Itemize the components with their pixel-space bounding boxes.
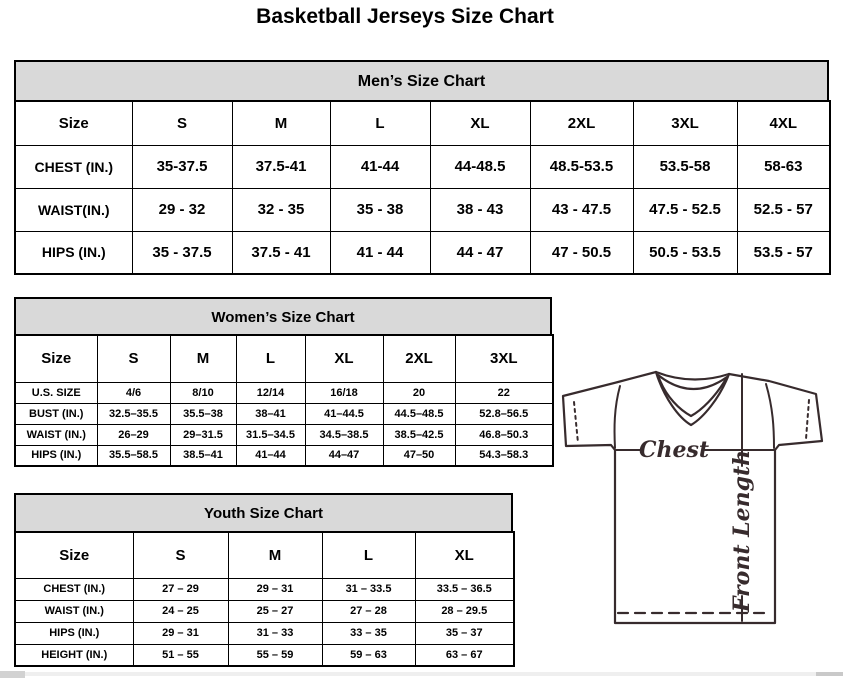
horizontal-scrollbar-thumb-left[interactable] bbox=[0, 671, 25, 678]
row-label: HIPS (IN.) bbox=[15, 622, 133, 644]
womens-size-table bbox=[14, 334, 554, 467]
size-value-cell: 43 - 47.5 bbox=[530, 188, 633, 231]
size-value-cell: 32.5–35.5 bbox=[97, 403, 170, 424]
horizontal-scrollbar-track[interactable] bbox=[0, 672, 843, 676]
table-row bbox=[15, 424, 553, 445]
size-value-cell: 50.5 - 53.5 bbox=[633, 231, 737, 274]
size-value-cell: 29–31.5 bbox=[170, 424, 236, 445]
size-value-cell: 53.5-58 bbox=[633, 145, 737, 188]
size-value-cell: 31.5–34.5 bbox=[236, 424, 305, 445]
size-value-cell: 35.5–58.5 bbox=[97, 445, 170, 466]
size-value-cell: 31 – 33.5 bbox=[322, 578, 415, 600]
size-value-cell: 46.8–50.3 bbox=[455, 424, 553, 445]
column-header: S bbox=[132, 101, 232, 145]
size-value-cell: 41 - 44 bbox=[330, 231, 430, 274]
table-row bbox=[15, 145, 830, 188]
left-armhole-seam bbox=[615, 386, 620, 448]
size-value-cell: 32 - 35 bbox=[232, 188, 330, 231]
size-value-cell: 52.8–56.5 bbox=[455, 403, 553, 424]
row-label: HIPS (IN.) bbox=[15, 231, 132, 274]
size-value-cell: 34.5–38.5 bbox=[305, 424, 383, 445]
size-value-cell: 41-44 bbox=[330, 145, 430, 188]
size-value-cell: 35 – 37 bbox=[415, 622, 514, 644]
column-header: L bbox=[322, 532, 415, 578]
column-header: 2XL bbox=[383, 335, 455, 382]
row-label: CHEST (IN.) bbox=[15, 145, 132, 188]
size-value-cell: 55 – 59 bbox=[228, 644, 322, 666]
size-value-cell: 53.5 - 57 bbox=[737, 231, 830, 274]
right-cuff-dashed-line bbox=[806, 400, 809, 439]
table-header-row bbox=[15, 101, 830, 145]
size-value-cell: 12/14 bbox=[236, 382, 305, 403]
size-value-cell: 38–41 bbox=[236, 403, 305, 424]
size-value-cell: 54.3–58.3 bbox=[455, 445, 553, 466]
youth-size-table bbox=[14, 531, 515, 667]
right-armhole-seam bbox=[766, 384, 774, 448]
size-value-cell: 20 bbox=[383, 382, 455, 403]
jersey-outline bbox=[563, 372, 822, 623]
mens-chart-header: Men’s Size Chart bbox=[14, 60, 829, 102]
table-row bbox=[15, 231, 830, 274]
size-value-cell: 41–44.5 bbox=[305, 403, 383, 424]
table-row bbox=[15, 382, 553, 403]
row-label: BUST (IN.) bbox=[15, 403, 97, 424]
size-value-cell: 16/18 bbox=[305, 382, 383, 403]
horizontal-scrollbar-thumb-right[interactable] bbox=[816, 672, 843, 676]
size-value-cell: 31 – 33 bbox=[228, 622, 322, 644]
column-header: XL bbox=[430, 101, 530, 145]
table-header-row bbox=[15, 532, 514, 578]
size-value-cell: 35 - 37.5 bbox=[132, 231, 232, 274]
size-value-cell: 47–50 bbox=[383, 445, 455, 466]
size-value-cell: 29 – 31 bbox=[133, 622, 228, 644]
column-header: 4XL bbox=[737, 101, 830, 145]
size-value-cell: 35 - 38 bbox=[330, 188, 430, 231]
size-value-cell: 38 - 43 bbox=[430, 188, 530, 231]
column-header: 3XL bbox=[455, 335, 553, 382]
youth-size-chart bbox=[14, 493, 513, 667]
size-value-cell: 25 – 27 bbox=[228, 600, 322, 622]
size-value-cell: 29 - 32 bbox=[132, 188, 232, 231]
chest-label: Chest bbox=[638, 437, 710, 463]
womens-size-chart bbox=[14, 297, 552, 467]
column-header: S bbox=[97, 335, 170, 382]
table-row bbox=[15, 403, 553, 424]
size-value-cell: 38.5–41 bbox=[170, 445, 236, 466]
jersey-illustration bbox=[558, 366, 843, 631]
page-title: Basketball Jerseys Size Chart bbox=[256, 5, 554, 28]
column-header: L bbox=[330, 101, 430, 145]
size-value-cell: 47 - 50.5 bbox=[530, 231, 633, 274]
size-value-cell: 44.5–48.5 bbox=[383, 403, 455, 424]
size-value-cell: 52.5 - 57 bbox=[737, 188, 830, 231]
size-value-cell: 37.5-41 bbox=[232, 145, 330, 188]
size-value-cell: 35.5–38 bbox=[170, 403, 236, 424]
size-value-cell: 48.5-53.5 bbox=[530, 145, 633, 188]
column-header: 3XL bbox=[633, 101, 737, 145]
size-value-cell: 27 – 29 bbox=[133, 578, 228, 600]
mens-size-table bbox=[14, 100, 831, 275]
size-value-cell: 26–29 bbox=[97, 424, 170, 445]
table-row bbox=[15, 445, 553, 466]
row-label: WAIST (IN.) bbox=[15, 424, 97, 445]
collar-band-curve-1 bbox=[656, 372, 729, 380]
size-value-cell: 44 - 47 bbox=[430, 231, 530, 274]
size-value-cell: 59 – 63 bbox=[322, 644, 415, 666]
size-value-cell: 35-37.5 bbox=[132, 145, 232, 188]
column-header: L bbox=[236, 335, 305, 382]
column-header: S bbox=[133, 532, 228, 578]
mens-size-chart bbox=[14, 60, 829, 275]
youth-chart-header: Youth Size Chart bbox=[14, 493, 513, 533]
left-cuff-dashed-line bbox=[574, 402, 578, 443]
column-header: Size bbox=[15, 335, 97, 382]
row-label: U.S. SIZE bbox=[15, 382, 97, 403]
size-value-cell: 44–47 bbox=[305, 445, 383, 466]
size-value-cell: 22 bbox=[455, 382, 553, 403]
size-value-cell: 28 – 29.5 bbox=[415, 600, 514, 622]
row-label: HEIGHT (IN.) bbox=[15, 644, 133, 666]
column-header: Size bbox=[15, 101, 132, 145]
table-row bbox=[15, 622, 514, 644]
size-value-cell: 44-48.5 bbox=[430, 145, 530, 188]
size-value-cell: 37.5 - 41 bbox=[232, 231, 330, 274]
size-value-cell: 63 – 67 bbox=[415, 644, 514, 666]
womens-chart-header: Women’s Size Chart bbox=[14, 297, 552, 336]
row-label: HIPS (IN.) bbox=[15, 445, 97, 466]
size-value-cell: 8/10 bbox=[170, 382, 236, 403]
size-value-cell: 29 – 31 bbox=[228, 578, 322, 600]
column-header: M bbox=[232, 101, 330, 145]
size-value-cell: 27 – 28 bbox=[322, 600, 415, 622]
size-value-cell: 58-63 bbox=[737, 145, 830, 188]
column-header: M bbox=[170, 335, 236, 382]
jersey-measurement-diagram bbox=[558, 366, 843, 631]
table-header-row bbox=[15, 335, 553, 382]
size-value-cell: 38.5–42.5 bbox=[383, 424, 455, 445]
size-value-cell: 24 – 25 bbox=[133, 600, 228, 622]
table-row bbox=[15, 644, 514, 666]
row-label: CHEST (IN.) bbox=[15, 578, 133, 600]
column-header: XL bbox=[415, 532, 514, 578]
size-value-cell: 47.5 - 52.5 bbox=[633, 188, 737, 231]
front-length-label: Front Length bbox=[729, 449, 755, 613]
size-value-cell: 41–44 bbox=[236, 445, 305, 466]
size-value-cell: 51 – 55 bbox=[133, 644, 228, 666]
column-header: 2XL bbox=[530, 101, 633, 145]
size-value-cell: 33 – 35 bbox=[322, 622, 415, 644]
column-header: Size bbox=[15, 532, 133, 578]
table-row bbox=[15, 578, 514, 600]
column-header: M bbox=[228, 532, 322, 578]
table-row bbox=[15, 600, 514, 622]
row-label: WAIST(IN.) bbox=[15, 188, 132, 231]
size-value-cell: 33.5 – 36.5 bbox=[415, 578, 514, 600]
table-row bbox=[15, 188, 830, 231]
row-label: WAIST (IN.) bbox=[15, 600, 133, 622]
column-header: XL bbox=[305, 335, 383, 382]
size-value-cell: 4/6 bbox=[97, 382, 170, 403]
